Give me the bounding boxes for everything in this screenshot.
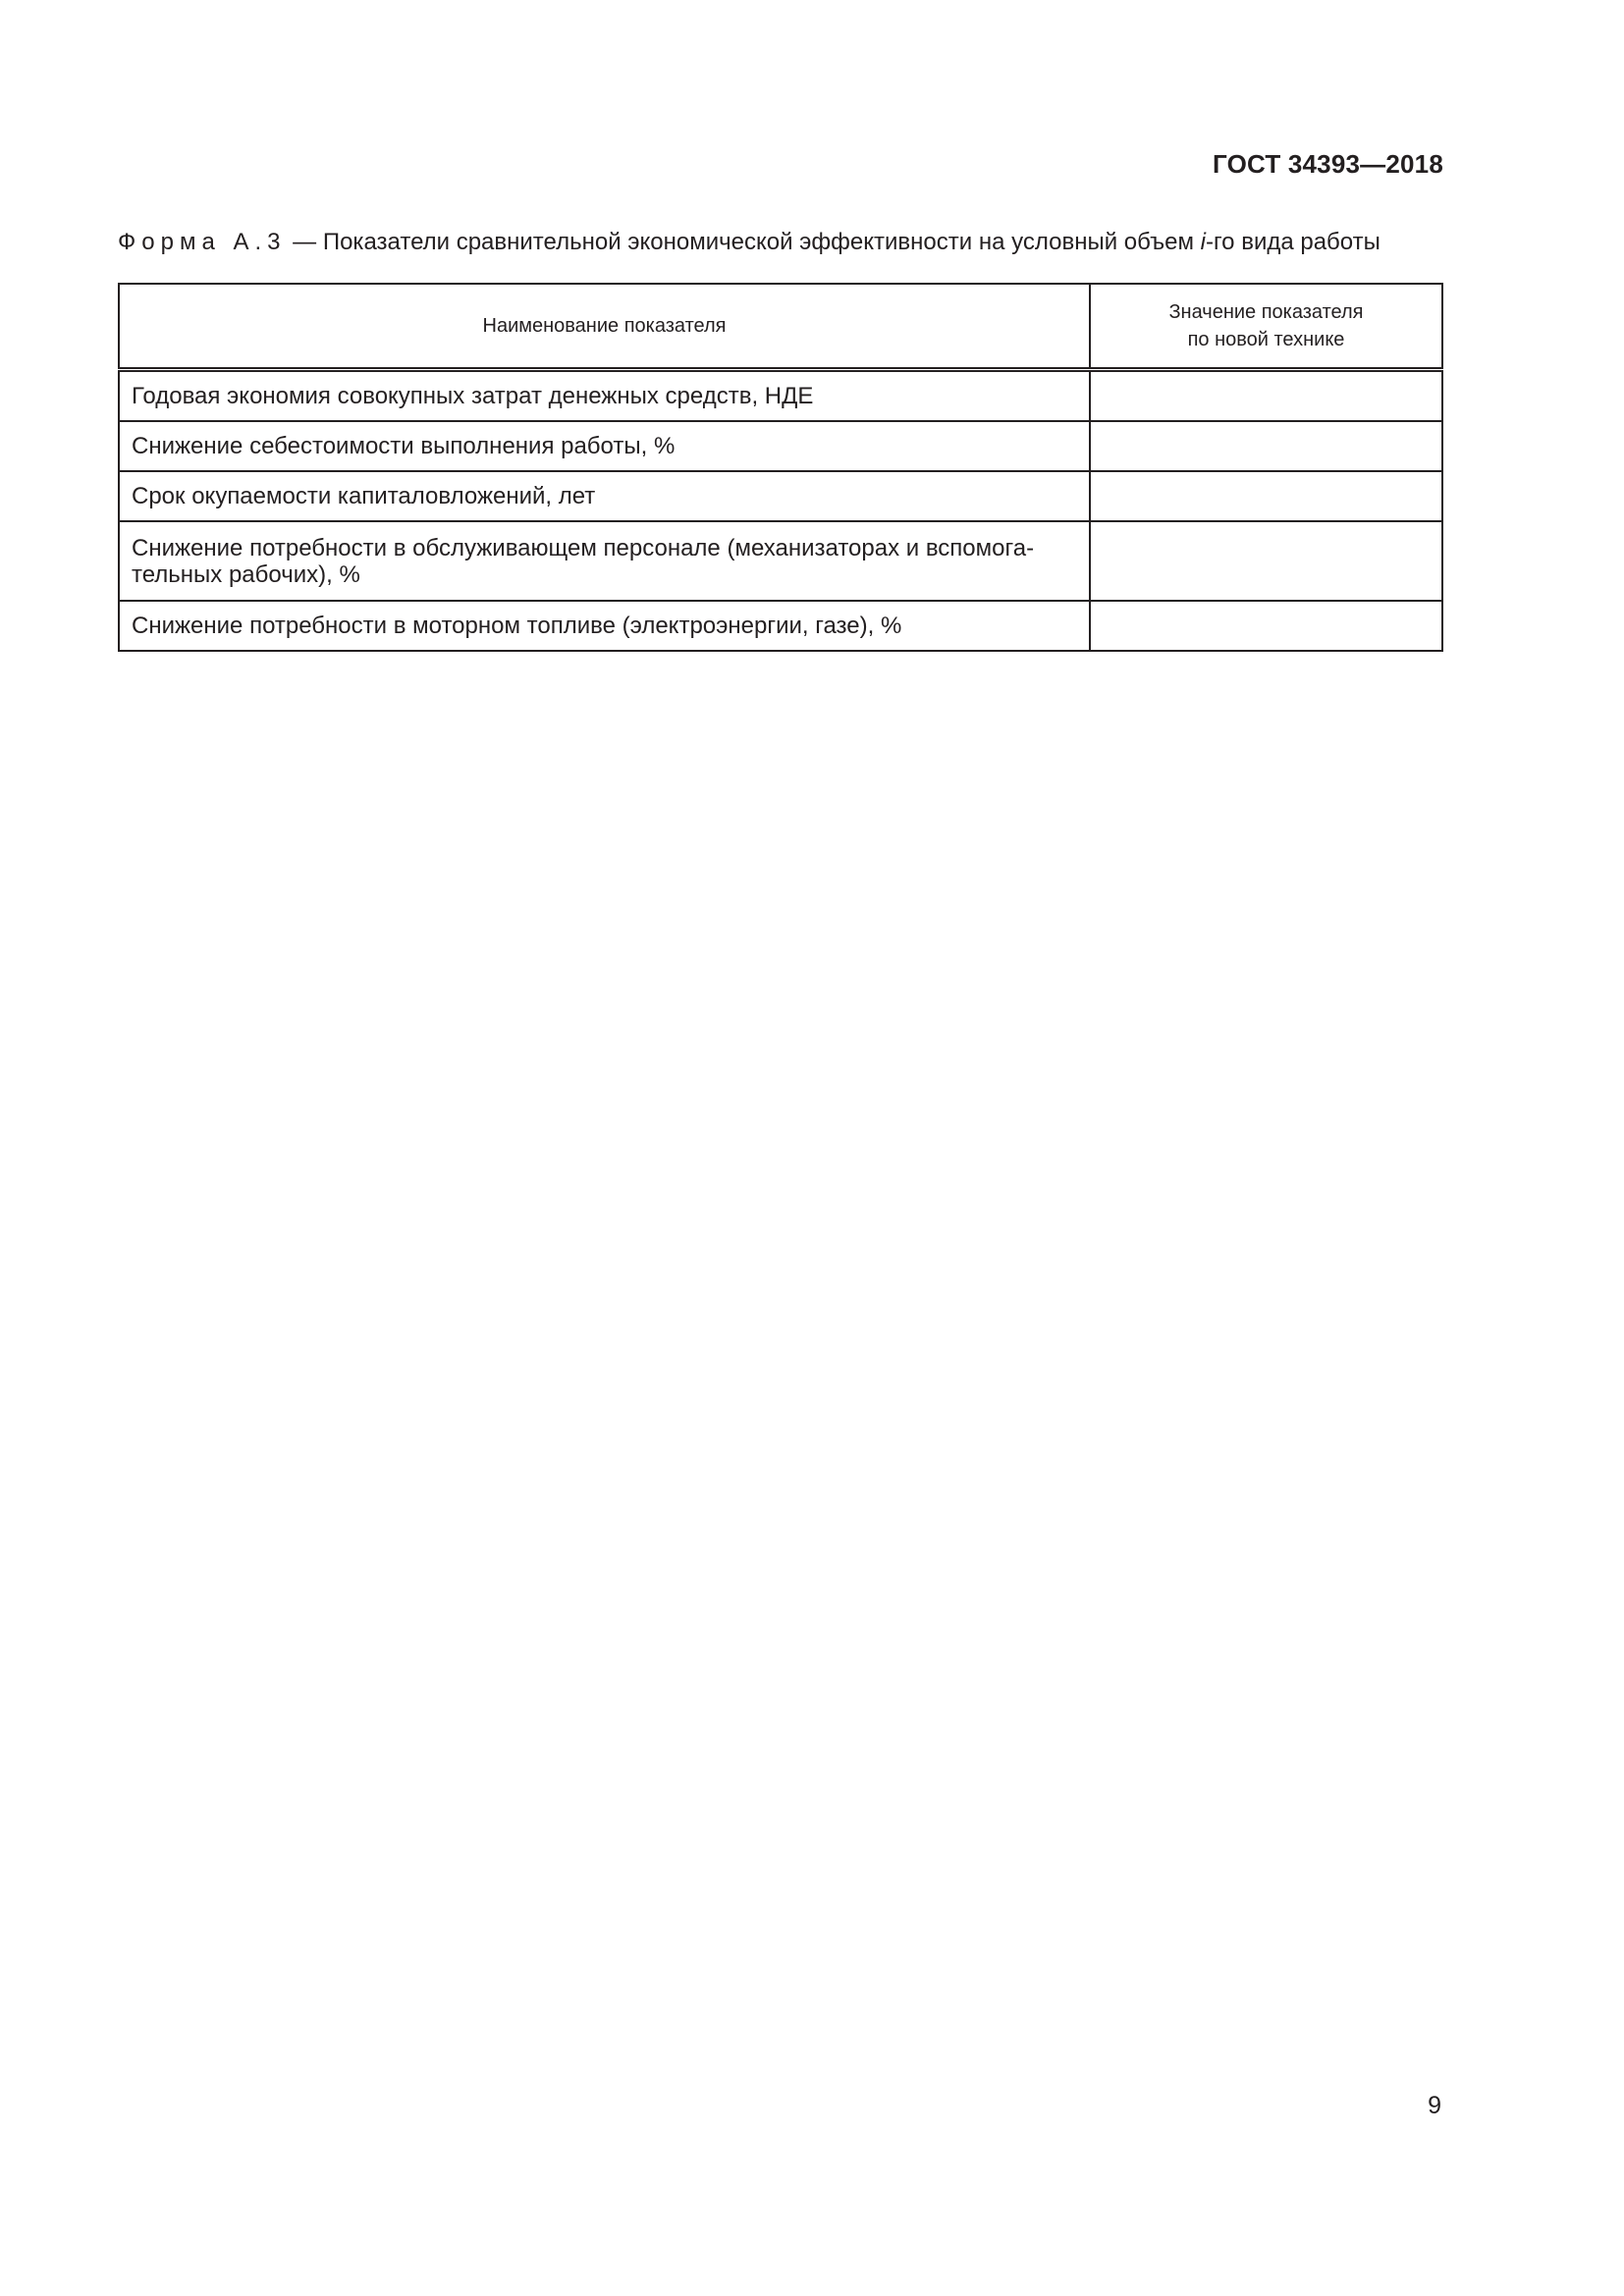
table-row xyxy=(119,521,1442,601)
table-row xyxy=(119,601,1442,651)
indicator-name-cell: Снижение потребности в моторном топливе (электроэнергии, газе), % xyxy=(119,601,1090,651)
header-value-line1: Значение показателя xyxy=(1168,301,1364,323)
header-value-line2: по новой технике xyxy=(1187,329,1345,350)
table-row xyxy=(119,370,1442,422)
form-title-variable: i xyxy=(1200,229,1206,255)
form-caption xyxy=(118,229,1380,256)
header-indicator-name: Наименование показателя xyxy=(119,284,1090,370)
indicators-table xyxy=(118,283,1443,652)
document-number: ГОСТ 34393—2018 xyxy=(1213,149,1443,179)
indicator-name-cell: Снижение себестоимости выполнения работы, % xyxy=(119,421,1090,471)
indicator-value-cell xyxy=(1090,521,1442,601)
table-row xyxy=(119,471,1442,521)
indicator-name-cell: Снижение потребности в обслуживающем персонале (механизаторах и вспомога-тельных рабочих), % xyxy=(119,521,1090,601)
indicator-value-cell xyxy=(1090,421,1442,471)
indicator-value-cell xyxy=(1090,471,1442,521)
header-indicator-value xyxy=(1090,284,1442,370)
form-title-part2: -го вида работы xyxy=(1205,229,1380,255)
indicator-value-cell xyxy=(1090,601,1442,651)
table-row xyxy=(119,421,1442,471)
page-number: 9 xyxy=(1428,2092,1441,2119)
form-title-part1: — Показатели сравнительной экономической эффективности на условный объем xyxy=(286,229,1201,255)
indicator-name-cell: Срок окупаемости капиталовложений, лет xyxy=(119,471,1090,521)
indicator-value-cell xyxy=(1090,370,1442,422)
indicator-name-cell: Годовая экономия совокупных затрат денежных средств, НДЕ xyxy=(119,370,1090,422)
form-label: Форма А.3 xyxy=(118,229,287,255)
table-header-row xyxy=(119,284,1442,370)
